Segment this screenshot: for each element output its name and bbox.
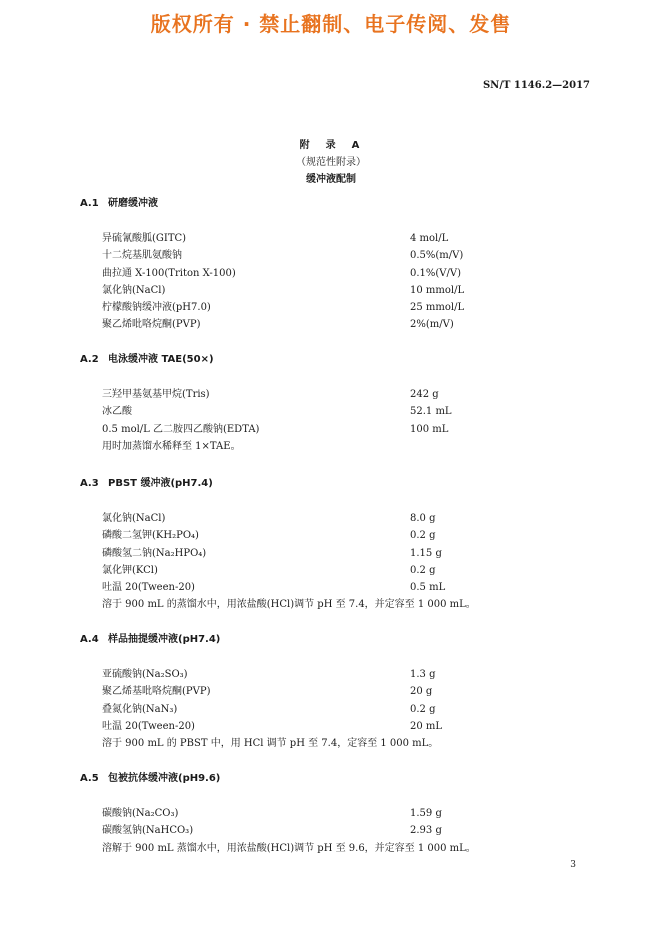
appendix-subtitle: （规范性附录） [296, 157, 366, 168]
reagent-amount: 0.2 g [410, 564, 436, 576]
reagent-row [80, 666, 600, 683]
reagent-amount: 0.1%(V/V) [410, 267, 462, 279]
reagent-row [80, 265, 600, 282]
reagent-name: 异硫氰酸胍(GITC) [102, 233, 187, 244]
copyright-watermark: 版权所有 · 禁止翻制、电子传阅、发售 [150, 12, 512, 36]
reagent-row [80, 562, 600, 579]
reagent-amount: 2.93 g [410, 825, 442, 837]
reagent-row [80, 230, 600, 247]
section-name: 电泳缓冲液 TAE(50×) [108, 354, 214, 365]
reagent-name: 碳酸氢钠(NaHCO₃) [102, 825, 194, 837]
appendix-heading [0, 137, 662, 188]
reagent-name: 十二烷基肌氨酸钠 [102, 250, 182, 262]
reagent-amount: 20 g [410, 686, 433, 698]
section-title [80, 632, 600, 648]
reagent-name: 聚乙烯吡咯烷酮(PVP) [102, 319, 201, 331]
reagent-amount: 4 mol/L [410, 233, 449, 244]
reagent-name: 聚乙烯基吡咯烷酮(PVP) [102, 686, 211, 698]
reagent-row [80, 718, 600, 735]
appendix-name: 缓冲液配制 [306, 174, 356, 185]
reagent-name: 氯化钠(NaCl) [102, 513, 166, 524]
reagent-row [80, 510, 600, 527]
preparation-note: 溶解于 900 mL 蒸馏水中，用浓盐酸(HCl)调节 pH 至 9.6，并定容至 1 000 mL。 [102, 842, 476, 854]
reagent-name: 亚硫酸钠(Na₂SO₃) [102, 669, 188, 680]
reagent-row [80, 299, 600, 316]
reagent-name: 冰乙酸 [102, 406, 132, 418]
reagent-row [80, 247, 600, 264]
reagent-row [80, 701, 600, 718]
reagent-row [80, 579, 600, 596]
reagent-amount: 0.2 g [410, 703, 436, 715]
preparation-note: 用时加蒸馏水稀释至 1×TAE。 [102, 440, 241, 452]
reagent-amount: 0.5%(m/V) [410, 250, 464, 262]
section-a1 [80, 196, 600, 334]
reagent-amount: 0.2 g [410, 530, 436, 542]
reagent-row [80, 421, 600, 438]
reagent-amount: 0.5 mL [410, 582, 446, 594]
section-number: A.5 [80, 773, 99, 784]
reagent-name: 柠檬酸钠缓冲液(pH7.0) [102, 302, 211, 314]
reagent-amount: 242 g [410, 389, 439, 400]
reagent-row [80, 403, 600, 420]
reagent-name: 吐温 20(Tween-20) [102, 720, 195, 732]
reagent-amount: 52.1 mL [410, 406, 452, 418]
preparation-note: 溶于 900 mL 的 PBST 中，用 HCl 调节 pH 至 7.4，定容至 1 000 mL。 [102, 738, 439, 750]
reagent-name: 氯化钠(NaCl) [102, 284, 166, 296]
section-name: PBST 缓冲液(pH7.4) [108, 478, 213, 489]
reagent-name: 氯化钾(KCl) [102, 564, 158, 576]
appendix-title: 附 录 A [299, 140, 363, 151]
reagent-row [80, 316, 600, 333]
reagent-amount: 1.59 g [410, 808, 442, 819]
reagent-amount: 1.3 g [410, 669, 436, 680]
section-number: A.4 [80, 634, 99, 645]
reagent-row [80, 805, 600, 822]
reagent-name: 碳酸钠(Na₂CO₃) [102, 808, 179, 819]
reagent-name: 磷酸氢二钠(Na₂HPO₄) [102, 547, 207, 559]
section-name: 样品抽提缓冲液(pH7.4) [108, 634, 221, 645]
reagent-list [80, 805, 600, 857]
reagent-amount: 25 mmol/L [410, 302, 465, 314]
section-title [80, 196, 600, 212]
section-a3 [80, 476, 600, 614]
reagent-row [80, 527, 600, 544]
reagent-list [80, 510, 600, 614]
reagent-name: 0.5 mol/L 乙二胺四乙酸钠(EDTA) [102, 423, 260, 435]
reagent-amount: 1.15 g [410, 547, 442, 559]
section-title [80, 352, 600, 368]
page-number: 3 [570, 860, 576, 870]
reagent-amount: 8.0 g [410, 513, 436, 524]
reagent-name: 曲拉通 X-100(Triton X-100) [102, 267, 236, 279]
reagent-name: 吐温 20(Tween-20) [102, 582, 195, 594]
reagent-row [80, 683, 600, 700]
reagent-list [80, 230, 600, 334]
reagent-amount: 100 mL [410, 423, 449, 435]
standard-code: SN/T 1146.2—2017 [482, 80, 590, 91]
section-name: 包被抗体缓冲液(pH9.6) [108, 773, 221, 784]
section-a4 [80, 632, 600, 752]
reagent-list [80, 666, 600, 752]
reagent-amount: 20 mL [410, 720, 443, 732]
section-number: A.3 [80, 478, 99, 489]
reagent-row [80, 822, 600, 839]
section-a5 [80, 771, 600, 857]
reagent-name: 叠氮化钠(NaN₃) [102, 703, 178, 715]
section-name: 研磨缓冲液 [108, 198, 158, 209]
reagent-amount: 10 mmol/L [410, 284, 465, 296]
preparation-note: 溶于 900 mL 的蒸馏水中，用浓盐酸(HCl)调节 pH 至 7.4，并定容至 1 000 mL。 [102, 599, 476, 611]
reagent-row [80, 545, 600, 562]
reagent-list [80, 386, 600, 455]
reagent-name: 三羟甲基氨基甲烷(Tris) [102, 389, 210, 400]
section-title [80, 771, 600, 787]
reagent-name: 磷酸二氢钾(KH₂PO₄) [102, 530, 199, 542]
section-number: A.1 [80, 198, 99, 209]
reagent-row [80, 386, 600, 403]
section-title [80, 476, 600, 492]
section-number: A.2 [80, 354, 99, 365]
reagent-row [80, 282, 600, 299]
section-a2 [80, 352, 600, 455]
reagent-amount: 2%(m/V) [410, 319, 454, 331]
